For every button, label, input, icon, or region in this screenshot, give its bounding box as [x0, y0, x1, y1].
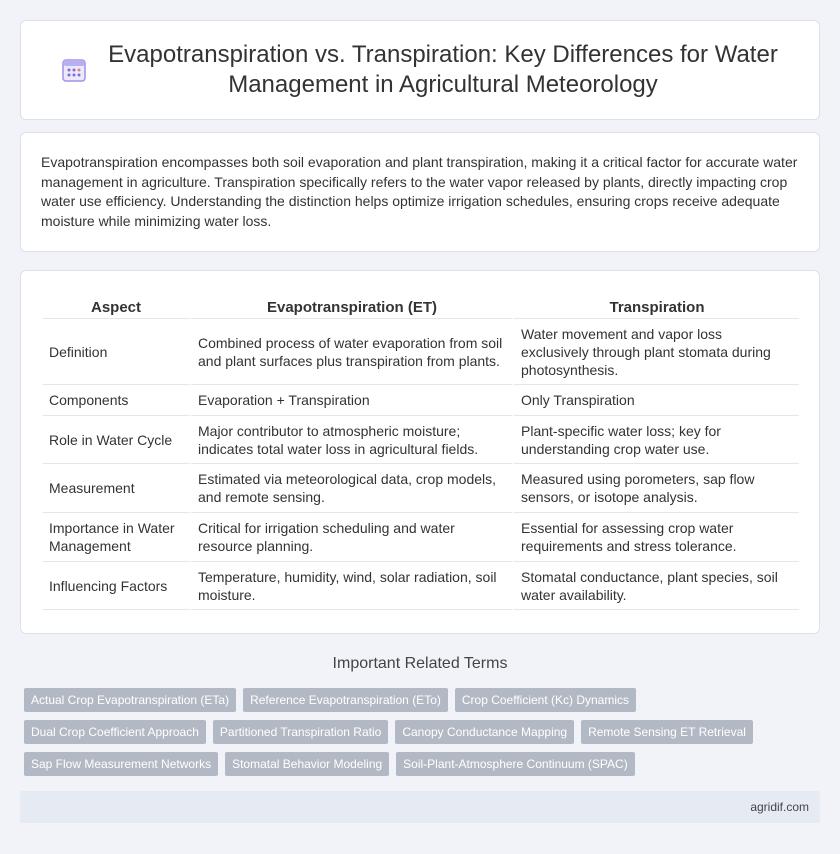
row-aspect: Definition	[43, 319, 189, 385]
table-row	[43, 416, 799, 464]
row-et-value: Major contributor to atmospheric moisture; indicates total water loss in agricultural fields.	[189, 416, 512, 464]
related-term-tag[interactable]: Sap Flow Measurement Networks	[24, 752, 218, 776]
footer-site-link[interactable]: agridif.com	[750, 800, 809, 814]
related-terms-list	[24, 688, 804, 784]
row-transpiration-value: Water movement and vapor loss exclusively through plant stomata during photosynthesis.	[512, 319, 799, 385]
table-row	[43, 513, 799, 562]
comparison-card	[20, 270, 820, 634]
header-aspect: Aspect	[43, 295, 189, 319]
row-aspect: Importance in Water Management	[43, 513, 189, 562]
table-row	[43, 464, 799, 513]
intro-card	[20, 132, 820, 252]
related-term-tag[interactable]: Partitioned Transpiration Ratio	[213, 720, 388, 744]
header-evapotranspiration: Evapotranspiration (ET)	[189, 295, 512, 319]
row-et-value: Combined process of water evaporation from soil and plant surfaces plus transpiration from plants.	[189, 319, 512, 385]
row-transpiration-value: Measured using porometers, sap flow sensors, or isotope analysis.	[512, 464, 799, 513]
related-term-tag[interactable]: Canopy Conductance Mapping	[395, 720, 574, 744]
page-title: Evapotranspiration vs. Transpiration: Key Differences for Water Management in Agricultural Meteorology	[108, 41, 778, 98]
row-transpiration-value: Stomatal conductance, plant species, soil water availability.	[512, 562, 799, 610]
row-et-value: Temperature, humidity, wind, solar radiation, soil moisture.	[189, 562, 512, 610]
related-term-tag[interactable]: Actual Crop Evapotranspiration (ETa)	[24, 688, 236, 712]
row-aspect: Influencing Factors	[43, 562, 189, 610]
related-terms-title: Important Related Terms	[332, 655, 508, 672]
header-transpiration: Transpiration	[512, 295, 799, 319]
row-aspect: Measurement	[43, 464, 189, 513]
related-term-tag[interactable]: Crop Coefficient (Kc) Dynamics	[455, 688, 636, 712]
table-row	[43, 319, 799, 385]
related-term-tag[interactable]: Reference Evapotranspiration (ETo)	[243, 688, 448, 712]
row-et-value: Estimated via meteorological data, crop models, and remote sensing.	[189, 464, 512, 513]
row-transpiration-value: Only Transpiration	[512, 385, 799, 416]
row-transpiration-value: Plant-specific water loss; key for understanding crop water use.	[512, 416, 799, 464]
table-row	[43, 385, 799, 416]
row-transpiration-value: Essential for assessing crop water requirements and stress tolerance.	[512, 513, 799, 562]
title-card	[20, 20, 820, 120]
table-header-row	[43, 295, 799, 319]
related-term-tag[interactable]: Soil-Plant-Atmosphere Continuum (SPAC)	[396, 752, 635, 776]
row-et-value: Evaporation + Transpiration	[189, 385, 512, 416]
calendar-icon	[61, 57, 87, 83]
row-aspect: Role in Water Cycle	[43, 416, 189, 464]
row-et-value: Critical for irrigation scheduling and water resource planning.	[189, 513, 512, 562]
related-term-tag[interactable]: Remote Sensing ET Retrieval	[581, 720, 753, 744]
comparison-table	[43, 295, 799, 610]
intro-paragraph: Evapotranspiration encompasses both soil evaporation and plant transpiration, making it a critical factor for accurate water management in agriculture. Transpiration specifically refers to the water vapor released by plants, directly impacting crop water use efficiency. Understanding the distinction helps optimize irrigation schedules, ensuring crops receive adequate moisture while minimizing water loss.	[41, 154, 798, 229]
footer	[20, 791, 820, 823]
related-term-tag[interactable]: Dual Crop Coefficient Approach	[24, 720, 206, 744]
table-row	[43, 562, 799, 610]
related-term-tag[interactable]: Stomatal Behavior Modeling	[225, 752, 389, 776]
row-aspect: Components	[43, 385, 189, 416]
